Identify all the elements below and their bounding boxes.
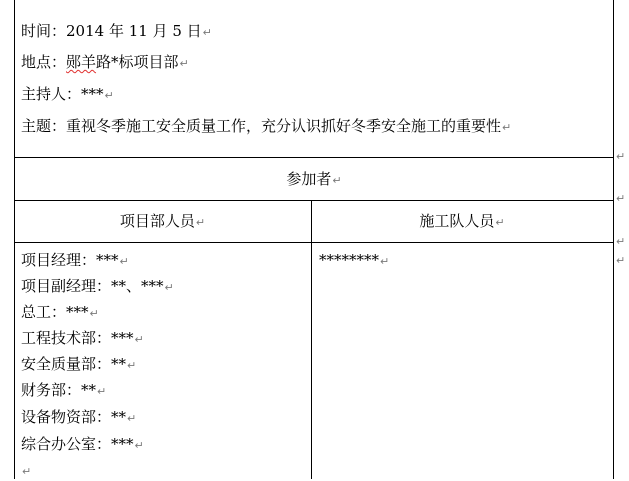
host-label: 主持人： (21, 85, 82, 103)
row-end-mark: ↵ (616, 150, 626, 163)
host-value: *** (81, 85, 104, 103)
place-label: 地点： (21, 53, 67, 71)
header-bottom-border (14, 157, 614, 158)
meeting-host (21, 85, 114, 105)
empty-paragraph: ↵ (22, 465, 32, 478)
project-staff-item: 项目经理：***↵ (21, 251, 129, 269)
place-value: 路*标项目部 (96, 53, 179, 71)
row-end-mark: ↵ (616, 192, 626, 205)
project-staff-item: 设备物资部：**↵ (21, 408, 137, 426)
paragraph-mark: ↵ (502, 121, 512, 134)
time-value: 2014 年 11 月 5 日 (66, 22, 202, 40)
meeting-time (21, 22, 212, 42)
topic-label: 主题： (21, 117, 67, 135)
place-spellcheck-word: 郧羊 (66, 53, 97, 71)
participants-title-text: 参加者 (286, 170, 332, 188)
paragraph-mark: ↵ (202, 26, 212, 39)
team-staff-item: ********↵ (319, 251, 390, 269)
column-header-text: 施工队人员 (419, 212, 495, 230)
table-right-border (613, 0, 614, 479)
row-end-mark: ↵ (616, 235, 626, 248)
meeting-topic (21, 117, 511, 137)
column-header-project-staff (14, 212, 311, 232)
cell-mark: ↵ (332, 174, 342, 187)
column-header-text: 项目部人员 (119, 212, 195, 230)
project-staff-item: 总工：***↵ (21, 303, 99, 321)
row-end-mark: ↵ (616, 254, 626, 267)
paragraph-mark: ↵ (179, 57, 189, 70)
project-staff-item: 工程技术部：***↵ (21, 329, 144, 347)
columns-row-border (14, 242, 614, 243)
column-header-team-staff (311, 212, 613, 232)
project-staff-item: 项目副经理：**、***↵ (21, 277, 174, 295)
topic-value: 重视冬季施工安全质量工作，充分认识抓好冬季安全施工的重要性 (66, 117, 502, 135)
cell-mark: ↵ (195, 216, 206, 229)
project-staff-item: 综合办公室：***↵ (21, 435, 144, 453)
time-label: 时间： (21, 22, 67, 40)
participants-row-border (14, 200, 614, 201)
paragraph-mark: ↵ (104, 89, 114, 102)
project-staff-item: 财务部：**↵ (21, 381, 107, 399)
project-staff-item: 安全质量部：**↵ (21, 355, 137, 373)
table-left-border (14, 0, 15, 479)
participants-title (14, 170, 614, 190)
cell-mark: ↵ (495, 216, 505, 229)
meeting-place (21, 53, 189, 73)
